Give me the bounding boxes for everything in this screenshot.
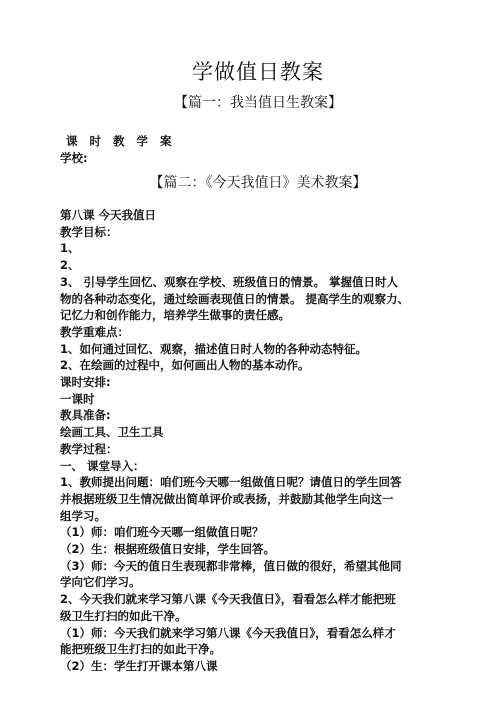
text-line: （2）生：学生打开课本第八课 <box>60 658 218 673</box>
text-line: （2）生：根据班级值日安排，学生回答。 <box>60 542 275 557</box>
text-line: 教学过程： <box>60 441 118 456</box>
text-line: 记忆力和创作能力，培养学生做事的责任感。 <box>60 308 290 323</box>
section-heading-1: 【篇一：我当值日生教案】 <box>174 95 342 111</box>
text-line: 2、 <box>60 258 80 273</box>
text-line: 课时安排: <box>60 375 111 390</box>
text-line: 第八课 今天我值日 <box>60 208 157 222</box>
text-line: （1）师：今天我们就来学习第八课《今天我值日》，看看怎么样才 <box>60 625 396 640</box>
text-line: 绘画工具、卫生工具 <box>60 425 164 440</box>
text-line: 1、如何通过回忆、观察，描述值日时人物的各种动态特征。 <box>60 341 367 356</box>
text-line: 2、在绘画的过程中，如何画出人物的基本动作。 <box>60 358 310 373</box>
text-line: 能把班级卫生打扫的如此干净。 <box>60 642 221 657</box>
course-plan-label: 课 时 教 学 案 <box>66 134 176 148</box>
text-line: 3、 引导学生回忆、观察在学校、班级值日的情景。 掌握值日时人 <box>60 274 399 289</box>
text-line: 组学习。 <box>60 508 106 523</box>
text-line: 1、教师提出问题：咱们班今天哪一组做值日呢？请值日的学生回答 <box>60 475 402 490</box>
text-line: 物的各种动态变化，通过绘画表现值日的情景。 提高学生的观察力、 <box>60 291 409 306</box>
text-line: 2、今天我们就来学习第八课《今天我值日》，看看怎么样才能把班 <box>60 592 396 607</box>
text-line: （1）师：咱们班今天哪一组做值日呢？ <box>60 525 264 540</box>
text-line: （3）师：今天的值日生表现都非常棒，值日做的很好，希望其他同 <box>60 558 402 573</box>
lesson-content <box>60 207 456 675</box>
text-line: 一、 课堂导入： <box>60 458 145 473</box>
text-line: 级卫生打扫的如此干净。 <box>60 608 187 623</box>
school-label: 学校: <box>60 151 88 165</box>
document-title: 学做值日教案 <box>192 60 324 84</box>
text-line: 教学重难点： <box>60 324 129 339</box>
text-line: 1、 <box>60 241 80 256</box>
text-line: 一课时 <box>60 391 95 406</box>
text-line: 教具准备: <box>60 408 111 423</box>
text-line: 并根据班级卫生情况做出简单评价或表扬，并鼓励其他学生向这一 <box>60 491 394 506</box>
text-line: 学向它们学习。 <box>60 575 141 590</box>
text-line: 教学目标： <box>60 224 118 239</box>
section-heading-2: 【篇二：《今天我值日》美术教案】 <box>149 175 367 191</box>
